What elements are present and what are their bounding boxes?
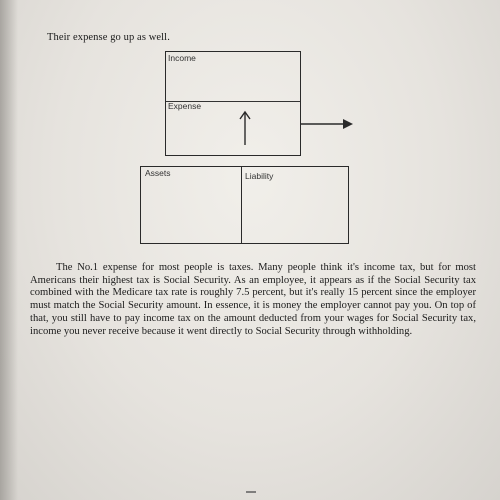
intro-line: Their expense go up as well. — [47, 32, 170, 43]
paragraph-text: The No.1 expense for most people is taxes. Many people think it's income tax, but for most Americans their highest tax is Social Security. As an employee, it appears as if the Social Security tax combined with the Medicare tax rate is roughly 7.5 percent, but it's really 15 percent since the employer must match the Social Security amount. In essence, it is money the employer cannot pay you. On top of that, you still have to pay income tax on the amount deducted from your wages for Social Security tax, income you never receive because it went directly to Social Security through withholding. — [30, 262, 476, 337]
up-arrow-icon — [238, 110, 252, 146]
income-label: Income — [168, 53, 196, 63]
right-arrow-icon — [300, 117, 354, 131]
page-number-mark — [246, 491, 256, 493]
liability-label: Liability — [245, 171, 274, 181]
spine-shadow — [0, 0, 18, 500]
assets-liability-divider — [241, 167, 242, 243]
body-paragraph — [30, 262, 476, 338]
assets-label: Assets — [145, 168, 171, 178]
expense-label: Expense — [168, 101, 202, 111]
